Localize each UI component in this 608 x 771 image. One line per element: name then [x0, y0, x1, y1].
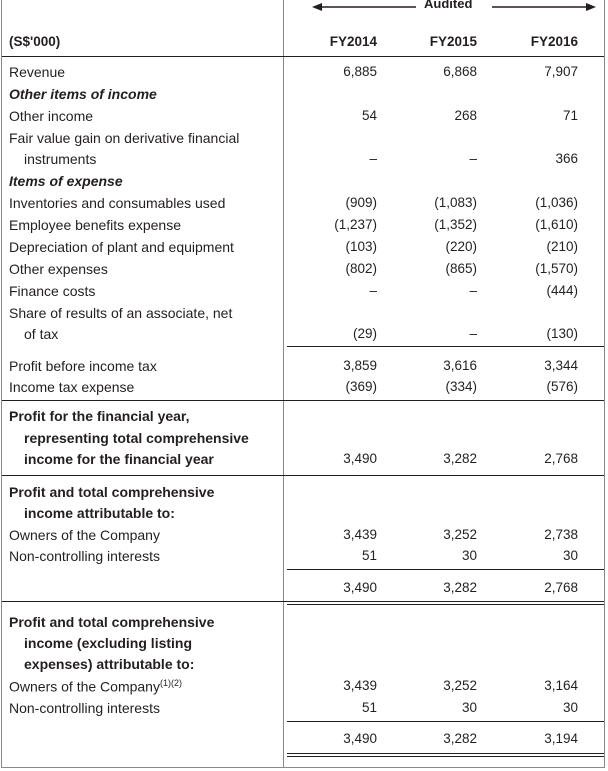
section-a-total-bottom-rule — [2, 601, 604, 602]
employee-fy2016: (1,610) — [535, 217, 578, 232]
finance-costs-label: Finance costs — [9, 283, 96, 299]
section-b-total-top-rule — [287, 721, 604, 722]
income-tax-fy2015: (334) — [445, 379, 477, 394]
other-expenses-fy2015: (865) — [445, 261, 477, 276]
section-b-nci-label: Non-controlling interests — [9, 700, 160, 716]
fair-value-fy2015: – — [469, 151, 477, 166]
section-b-heading-line3: expenses) attributable to: — [24, 656, 195, 672]
section-b-nci-fy2014: 51 — [361, 700, 377, 715]
section-a-nci-fy2016: 30 — [562, 548, 578, 563]
fair-value-label-line2: instruments — [24, 151, 97, 167]
other-income-fy2016: 71 — [562, 108, 578, 123]
depreciation-label: Depreciation of plant and equipment — [9, 239, 234, 255]
inventories-fy2016: (1,036) — [535, 195, 578, 210]
profit-year-label-line2: representing total comprehensive — [24, 430, 249, 446]
income-tax-label: Income tax expense — [9, 379, 135, 395]
profit-year-fy2016: 2,768 — [544, 451, 578, 466]
other-expenses-fy2016: (1,570) — [535, 261, 578, 276]
other-expenses-fy2014: (802) — [345, 261, 377, 276]
section-b-owners-text: Owners of the Company — [9, 678, 160, 695]
revenue-fy2015: 6,868 — [443, 64, 477, 79]
share-results-fy2016: (130) — [546, 326, 578, 341]
section-b-total-bottom-rule-2 — [287, 756, 604, 757]
section-b-owners-fy2015: 3,252 — [443, 678, 477, 693]
section-b-nci-fy2016: 30 — [562, 700, 578, 715]
section-a-owners-label: Owners of the Company — [9, 527, 160, 543]
rule-before-profit-year — [2, 400, 604, 401]
section-a-total-fy2014: 3,490 — [343, 580, 377, 595]
inventories-fy2015: (1,083) — [434, 195, 477, 210]
section-a-total-fy2016: 2,768 — [544, 580, 578, 595]
profit-year-fy2015: 3,282 — [443, 451, 477, 466]
section-a-nci-fy2015: 30 — [461, 548, 477, 563]
section-b-nci-fy2015: 30 — [461, 700, 477, 715]
share-results-fy2015: – — [469, 326, 477, 341]
income-tax-fy2016: (576) — [546, 379, 578, 394]
pbt-fy2016: 3,344 — [544, 358, 578, 373]
section-a-total-fy2015: 3,282 — [443, 580, 477, 595]
section-b-total-bottom-rule — [287, 753, 604, 754]
depreciation-fy2015: (220) — [445, 239, 477, 254]
other-expenses-label: Other expenses — [9, 261, 108, 277]
audited-label: Audited — [424, 0, 473, 11]
finance-costs-fy2014: – — [369, 283, 377, 298]
section-a-heading-line1: Profit and total comprehensive — [9, 484, 215, 500]
revenue-fy2016: 7,907 — [544, 64, 578, 79]
section-a-owners-fy2016: 2,738 — [544, 527, 578, 542]
revenue-fy2014: 6,885 — [343, 64, 377, 79]
other-income-fy2014: 54 — [361, 108, 377, 123]
rule-before-pbt — [287, 346, 604, 347]
section-a-total-top-rule — [287, 569, 604, 570]
employee-label: Employee benefits expense — [9, 217, 181, 233]
column-divider — [283, 0, 284, 768]
profit-year-label-line1: Profit for the financial year, — [9, 408, 190, 424]
employee-fy2015: (1,352) — [434, 217, 477, 232]
inventories-fy2014: (909) — [345, 195, 377, 210]
revenue-label: Revenue — [9, 64, 66, 80]
section-b-heading-line1: Profit and total comprehensive — [9, 614, 215, 630]
header-rule — [2, 56, 604, 57]
rule-after-profit-year — [2, 475, 604, 476]
profit-year-label-line3: income for the financial year — [24, 451, 214, 467]
year-fy2014: FY2014 — [329, 34, 377, 49]
depreciation-fy2016: (210) — [546, 239, 578, 254]
finance-costs-fy2015: – — [469, 283, 477, 298]
section-a-total-bottom-rule-2 — [287, 604, 604, 605]
section-b-owners-label — [9, 678, 182, 695]
fair-value-fy2016: 366 — [555, 151, 578, 166]
pbt-fy2015: 3,616 — [443, 358, 477, 373]
pbt-fy2014: 3,859 — [343, 358, 377, 373]
depreciation-fy2014: (103) — [345, 239, 377, 254]
section-a-heading-line2: income attributable to: — [24, 505, 175, 521]
section-a-nci-fy2014: 51 — [361, 548, 377, 563]
section-b-total-fy2014: 3,490 — [343, 731, 377, 746]
items-expense-heading: Items of expense — [9, 173, 123, 189]
share-results-label-line1: Share of results of an associate, net — [9, 305, 233, 321]
section-a-owners-fy2015: 3,252 — [443, 527, 477, 542]
other-items-heading: Other items of income — [9, 86, 157, 102]
section-b-owners-fy2016: 3,164 — [544, 678, 578, 693]
unit-label: (S$'000) — [9, 34, 61, 49]
section-a-nci-label: Non-controlling interests — [9, 548, 160, 564]
finance-costs-fy2016: (444) — [546, 283, 578, 298]
footnote-marker: (1)(2) — [159, 678, 182, 688]
year-fy2016: FY2016 — [530, 34, 578, 49]
employee-fy2014: (1,237) — [334, 217, 377, 232]
other-income-label: Other income — [9, 108, 94, 124]
section-b-owners-fy2014: 3,439 — [343, 678, 377, 693]
fair-value-fy2014: – — [369, 151, 377, 166]
inventories-label: Inventories and consumables used — [9, 195, 226, 211]
pbt-label: Profit before income tax — [9, 358, 157, 374]
section-b-total-fy2016: 3,194 — [544, 731, 578, 746]
share-results-fy2014: (29) — [352, 326, 377, 341]
share-results-label-line2: of tax — [24, 326, 59, 342]
income-tax-fy2014: (369) — [345, 379, 377, 394]
section-b-total-fy2015: 3,282 — [443, 731, 477, 746]
year-fy2015: FY2015 — [429, 34, 477, 49]
section-b-heading-line2: income (excluding listing — [24, 635, 193, 651]
other-income-fy2015: 268 — [454, 108, 477, 123]
section-a-owners-fy2014: 3,439 — [343, 527, 377, 542]
fair-value-label-line1: Fair value gain on derivative financial — [9, 130, 240, 146]
profit-year-fy2014: 3,490 — [343, 451, 377, 466]
